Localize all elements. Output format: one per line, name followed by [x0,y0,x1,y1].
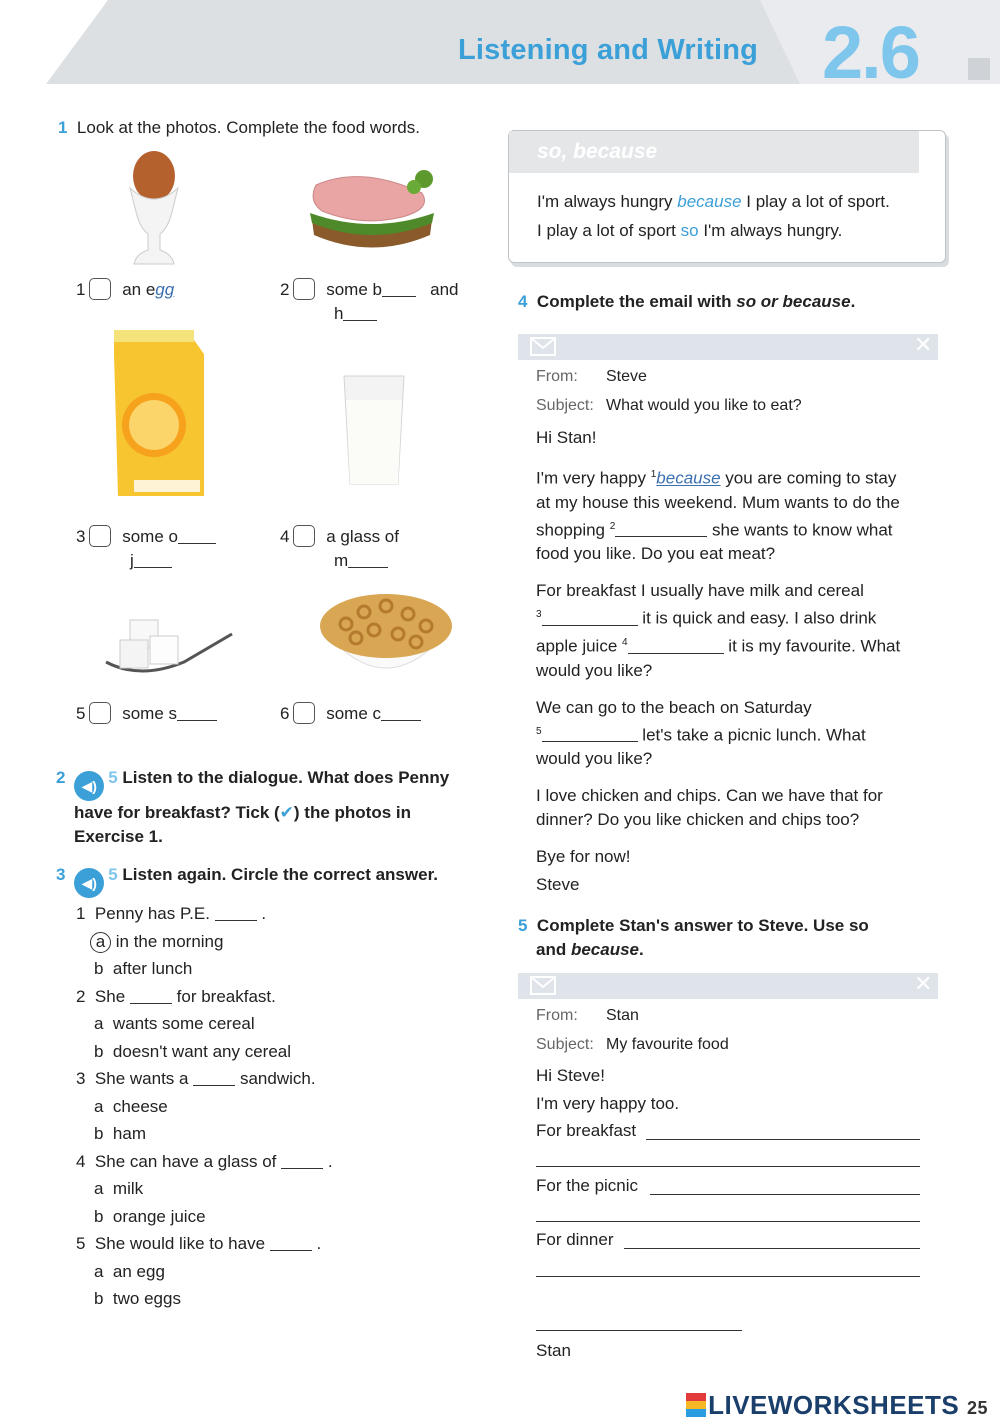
email-2-toolbar [518,973,938,999]
email-2-breakfast-label: For breakfast [536,1121,637,1140]
ex1-item-5: 5 some s [76,702,217,724]
ex3-q4-option-b[interactable]: b orange juice [94,1206,206,1226]
email-1-body: Hi Stan! I'm very happy $^1$because you are coming to stay at my house this weekend. Mum wants to do the shopping $^2$ she wants to know what food you like. Do you eat meat? For breakfast I usually have milk and cereal $^3$ it is quick and easy. I also drink apple juice $^4$ it is my favourite. What would you like? We can go to the beach on Saturday $^5$ let's take a picnic lunch. What would you like? I love chicken and chips. Can we have that for dinner? Do you like chicken and chips too? Bye for now! Steve [536,428,901,895]
blank-4[interactable] [628,640,724,654]
ex3-q1: 1 Penny has P.E. . [76,904,267,923]
tick-box-6[interactable] [293,702,315,724]
grammar-rule-box [508,130,946,263]
close-icon[interactable]: ✕ [914,971,933,996]
writing-line[interactable] [624,1248,920,1249]
egg-photo [118,150,190,270]
ex3-instruction: 3 ◀) 5 Listen again. Circle the correct answer. [56,865,438,898]
writing-line[interactable] [536,1276,920,1277]
blank[interactable] [281,1155,323,1169]
ex3-q1-option-a[interactable]: a in the morning [90,928,476,956]
blank[interactable] [134,554,172,568]
ex1-item-6: 6 some c [280,702,421,724]
ex3-q4-option-a[interactable]: a milk [94,1179,144,1198]
email-2-picnic-label: For the picnic [536,1176,639,1195]
blank-3[interactable] [542,612,638,626]
rule-examples: I'm always hungry because I play a lot of sport. I play a lot of sport so I'm always hungry. [537,192,890,240]
ex5-instruction: 5 Complete Stan's answer to Steve. Use so and because. [518,916,869,959]
writing-line[interactable] [650,1194,920,1195]
email-1-toolbar [518,334,938,360]
email-1-headers: From: Steve Subject: What would you like to eat? [536,368,802,414]
tick-box-2[interactable] [293,278,315,300]
ex4-instruction: 4 Complete the email with so or because. [518,292,856,311]
ex3-q5-option-a[interactable]: a an egg [94,1261,165,1281]
writing-line[interactable] [536,1166,920,1167]
tick-box-4[interactable] [293,525,315,547]
email-2-signature: Stan [536,1341,571,1360]
ex3-q4: 4 She can have a glass of . [76,1151,333,1171]
close-icon[interactable]: ✕ [914,332,933,357]
tick-box-1[interactable] [89,278,111,300]
tick-box-3[interactable] [89,525,111,547]
sugar-photo [100,600,236,680]
envelope-icon [530,976,556,996]
ex1-item-1: 1 an egg [76,280,175,299]
ex3-q3-option-b[interactable]: b ham [94,1124,146,1143]
blank[interactable] [178,530,216,544]
ex3-q3: 3 She wants a sandwich. [76,1069,316,1088]
rule-box-header: so, because [509,131,919,173]
blank[interactable] [348,554,388,568]
ex3-q5: 5 She would like to have . [76,1234,322,1253]
email-2-line-1: I'm very happy too. [536,1094,680,1113]
blank[interactable] [130,990,172,1004]
writing-line[interactable] [536,1330,742,1331]
ex3-q5-option-b[interactable]: b two eggs [94,1289,181,1308]
blank[interactable] [381,707,421,721]
ex3-q2-option-a[interactable]: a wants some cereal [94,1014,255,1033]
page-title: Listening and Writing [458,34,759,66]
blank[interactable] [177,707,217,721]
blank[interactable] [382,283,416,297]
blank[interactable] [343,307,377,321]
email-2-headers: From: Stan Subject: My favourite food [536,1007,729,1053]
ex1-item-2: 2 some b and h [280,280,459,323]
liveworksheets-logo-icon [686,1393,706,1417]
blank-5[interactable] [542,728,638,742]
blank-2[interactable] [615,523,707,537]
email-2-greeting: Hi Steve! [536,1066,605,1085]
ex2-instruction: 2 ◀) 5 Listen to the dialogue. What does Penny have for breakfast? Tick (✔) the photos in Exercise 1. [56,768,450,846]
ham-sandwich-photo [302,165,442,255]
unit-number: 2.6 [822,11,919,94]
ex1-item-4: 4 a glass of m [280,527,399,570]
ex3-questions [76,900,476,1313]
ex3-q3-option-a[interactable]: a cheese [94,1096,168,1116]
ex1-instruction: 1 Look at the photos. Complete the food words. [58,118,420,137]
liveworksheets-logo: LIVEWORKSHEETS 25 [686,1390,988,1421]
email-2-dinner-label: For dinner [536,1230,614,1249]
tick-box-5[interactable] [89,702,111,724]
writing-line[interactable] [536,1221,920,1222]
ex1-item-3: 3 some o j [76,525,266,573]
cereal-photo [316,588,456,688]
blank[interactable] [193,1072,235,1086]
milk-glass-photo [338,372,410,490]
blank[interactable] [270,1237,312,1251]
orange-juice-photo [104,330,206,498]
ex3-q2-option-b[interactable]: b doesn't want any cereal [94,1041,291,1061]
audio-speaker-icon[interactable]: ◀) [74,868,104,898]
envelope-icon [530,337,556,357]
audio-speaker-icon[interactable]: ◀) [74,771,104,801]
blank[interactable] [215,907,257,921]
ex3-q2: 2 She for breakfast. [76,986,276,1006]
ex3-q1-option-b[interactable]: b after lunch [94,959,193,978]
writing-line[interactable] [646,1139,920,1140]
